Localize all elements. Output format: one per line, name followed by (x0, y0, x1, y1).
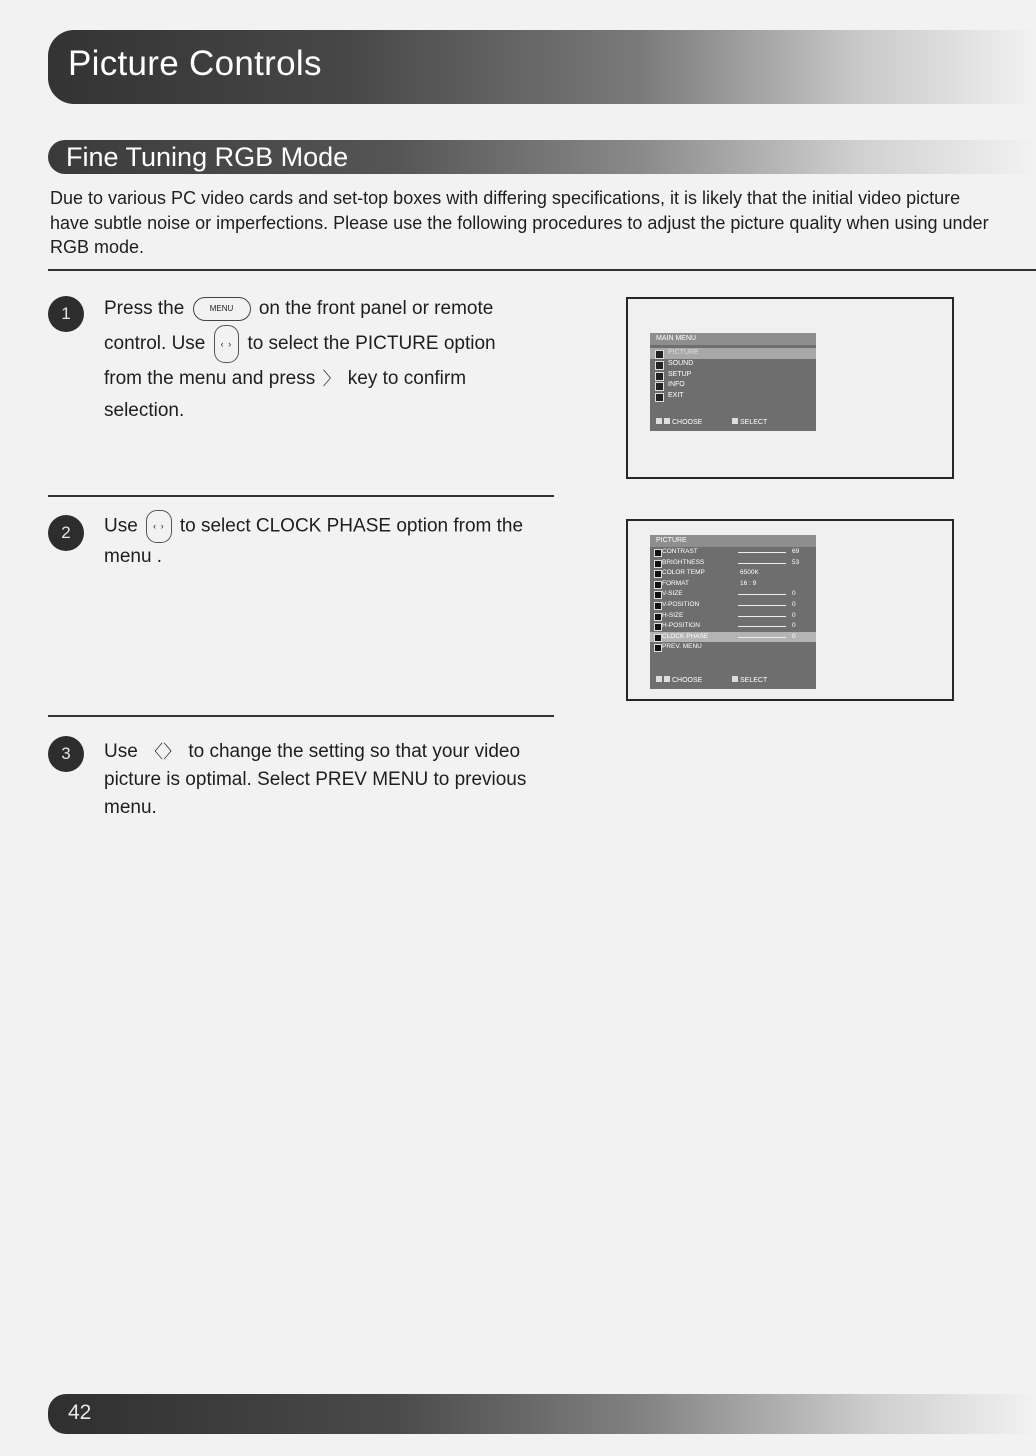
step-text-segment: Use (104, 515, 138, 537)
v-position-icon (654, 602, 662, 610)
osd-setting-row (650, 632, 816, 643)
osd-setting-row (650, 568, 816, 579)
osd-title: MAIN MENU (650, 333, 816, 345)
clock-phase-icon (654, 634, 662, 642)
main-menu-screenshot (626, 297, 954, 479)
page-title: Picture Controls (68, 44, 322, 83)
step-text-segment: Use (104, 741, 138, 763)
osd-setting-label: FORMAT (662, 579, 689, 587)
step-text-segment: to change the setting so that your video picture is optimal. Select PREV MENU to previous menu. (104, 741, 527, 819)
osd-setting-value: 6500K (740, 569, 759, 577)
osd-setting-row (650, 579, 816, 590)
color-temp-icon (654, 570, 662, 578)
step-text-segment: key to confirm selection. (104, 368, 467, 422)
setup-icon (655, 372, 664, 381)
v-size-icon (654, 591, 662, 599)
osd-item-label: SETUP (668, 370, 692, 378)
osd-menu-item (650, 391, 816, 402)
intro-paragraph: Due to various PC video cards and set-top boxes with differing specifications, it is likely that the initial video picture have subtle noise or imperfections. Please use the following procedures to adjust the picture quality when using under RGB mode. (50, 188, 989, 257)
osd-setting-row (650, 611, 816, 622)
osd-setting-value: 0 (792, 632, 796, 640)
step-number-badge: 1 (48, 296, 84, 332)
osd-setting-row (650, 558, 816, 569)
exit-icon (655, 393, 664, 402)
page-footer-bar (48, 1394, 1036, 1434)
osd-setting-value: 16 : 9 (740, 579, 757, 587)
osd-setting-label: H-POSITION (662, 622, 700, 630)
picture-icon (655, 350, 664, 359)
osd-choose-label: CHOOSE (672, 677, 703, 684)
osd-setting-label: CLOCK PHASE (662, 632, 709, 640)
brightness-icon (654, 560, 662, 568)
step-3-text (104, 738, 534, 822)
osd-setting-label: CONTRAST (662, 548, 698, 555)
osd-setting-row (650, 642, 816, 653)
sound-icon (655, 361, 664, 370)
osd-menu-item (650, 359, 816, 370)
page-number: 42 (68, 1401, 92, 1424)
osd-select-label: SELECT (740, 677, 768, 684)
contrast-icon (654, 549, 662, 557)
osd-setting-label: V-POSITION (662, 600, 700, 608)
step-1-text (104, 293, 534, 427)
osd-item-label: SOUND (668, 359, 694, 367)
section-title: Fine Tuning RGB Mode (66, 142, 349, 172)
page-header-banner (48, 30, 1036, 104)
osd-setting-row (650, 547, 816, 558)
osd-setting-value: 0 (792, 590, 796, 598)
step-divider (48, 715, 554, 717)
menu-key-icon: MENU (193, 297, 251, 321)
osd-setting-label: V-SIZE (662, 590, 683, 598)
h-position-icon (654, 623, 662, 631)
up-down-key-icon: ‹ › (214, 325, 240, 363)
slider-track (738, 594, 786, 595)
h-size-icon (654, 613, 662, 621)
osd-setting-label: BRIGHTNESS (662, 558, 705, 566)
osd-setting-row (650, 621, 816, 632)
slider-track (738, 626, 786, 627)
slider-track (738, 552, 786, 553)
osd-setting-value: 69 (792, 548, 800, 555)
osd-item-label: PICTURE (668, 349, 699, 356)
osd-setting-value: 0 (792, 611, 796, 619)
osd-setting-value: 0 (792, 622, 796, 630)
left-right-key-icon: 〈〉 (145, 742, 182, 762)
osd-title: PICTURE (650, 535, 816, 547)
osd-setting-row (650, 600, 816, 611)
osd-setting-label: PREV. MENU (662, 643, 702, 651)
osd-footer (650, 675, 816, 687)
osd-item-label: EXIT (668, 392, 684, 400)
osd-setting-label: H-SIZE (662, 611, 684, 619)
right-key-icon: 〉 (322, 369, 341, 389)
format-icon (654, 581, 662, 589)
picture-menu-screenshot (626, 519, 954, 701)
osd-select-label: SELECT (740, 419, 768, 426)
slider-track (738, 563, 786, 564)
osd-setting-value: 53 (792, 558, 800, 566)
slider-track (738, 637, 786, 638)
section-divider (48, 269, 1036, 271)
osd-main-menu (650, 333, 816, 431)
info-icon (655, 382, 664, 391)
osd-choose-label: CHOOSE (672, 419, 703, 426)
section-header-bar (48, 140, 1036, 174)
step-text-segment: to select the PICTURE option from the menu and press (104, 333, 496, 390)
step-divider (48, 495, 554, 497)
up-down-key-icon: ‹ › (146, 510, 172, 543)
slider-track (738, 605, 786, 606)
osd-item-label: INFO (668, 381, 685, 389)
step-number-badge: 3 (48, 736, 84, 772)
osd-footer (650, 417, 816, 429)
osd-setting-label: COLOR TEMP (662, 569, 705, 577)
slider-track (738, 616, 786, 617)
osd-menu-item (650, 370, 816, 381)
step-text-segment: to select CLOCK PHASE option from the menu . (104, 515, 524, 567)
osd-setting-value: 0 (792, 600, 796, 608)
osd-setting-row (650, 589, 816, 600)
prev-menu-icon (654, 644, 662, 652)
step-text-segment: on the front panel or remote control. Use (104, 298, 494, 355)
step-number-badge: 2 (48, 515, 84, 551)
step-text-segment: Press the (104, 298, 185, 319)
osd-picture-menu (650, 535, 816, 689)
osd-menu-item (650, 348, 816, 359)
osd-menu-item (650, 380, 816, 391)
step-2-text (104, 510, 534, 570)
